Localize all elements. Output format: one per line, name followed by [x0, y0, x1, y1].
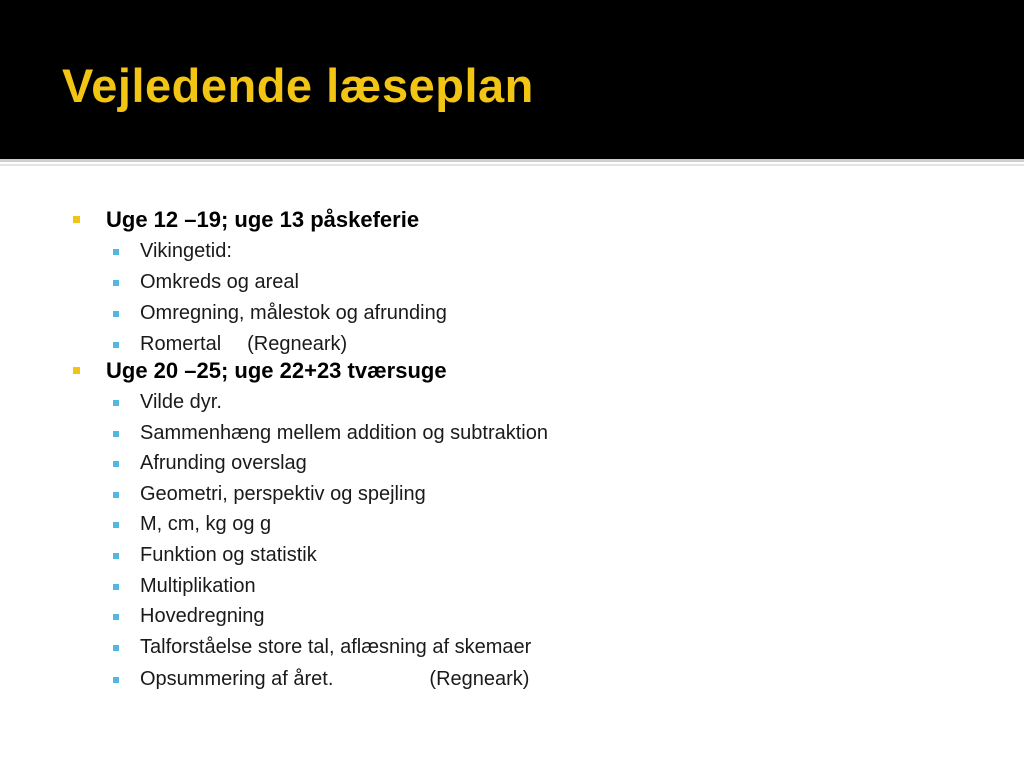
list-item: [140, 575, 256, 598]
square-bullet-icon: [113, 280, 119, 286]
square-bullet-icon: [113, 461, 119, 467]
square-bullet-icon: [113, 645, 119, 651]
list-item: [140, 240, 232, 263]
square-bullet-icon: [113, 342, 119, 348]
list-item: [140, 636, 531, 659]
list-item-text: Hovedregning: [140, 605, 265, 627]
list-item-text: Romertal: [140, 333, 222, 355]
list-item: [140, 333, 347, 356]
list-item: [140, 544, 317, 567]
list-item-text: Omkreds og areal: [140, 271, 299, 293]
square-bullet-icon: [113, 522, 119, 528]
list-item-text: Sammenhæng mellem addition og subtraktion: [140, 422, 548, 444]
list-item-text: Talforståelse store tal, aflæsning af skemaer: [140, 636, 532, 658]
list-item: [140, 302, 447, 325]
list-item-text: Opsummering af året.: [140, 668, 334, 690]
square-bullet-icon: [113, 431, 119, 437]
square-bullet-icon: [73, 216, 80, 223]
list-item-text: Vikingetid:: [140, 240, 232, 262]
square-bullet-icon: [73, 367, 80, 374]
list-item-text: Afrunding overslag: [140, 452, 307, 474]
list-item: [140, 513, 271, 536]
square-bullet-icon: [113, 614, 119, 620]
square-bullet-icon: [113, 677, 119, 683]
section-heading-text: Uge 12 –19; uge 13 påskeferie: [106, 207, 420, 232]
list-item: [140, 422, 548, 445]
list-item: [140, 668, 529, 691]
list-item-text: Vilde dyr.: [140, 391, 222, 413]
slide-title: Vejledende læseplan: [62, 59, 534, 112]
list-item: [140, 605, 265, 628]
list-item-text: Geometri, perspektiv og spejling: [140, 483, 426, 505]
square-bullet-icon: [113, 492, 119, 498]
list-item: [140, 391, 222, 414]
square-bullet-icon: [113, 584, 119, 590]
list-item: [140, 483, 426, 506]
square-bullet-icon: [113, 249, 119, 255]
list-item-note: (Regneark): [429, 668, 530, 690]
section-heading: [106, 207, 419, 233]
list-item-text: Multiplikation: [140, 575, 256, 597]
list-item-note: (Regneark): [247, 333, 348, 355]
square-bullet-icon: [113, 400, 119, 406]
square-bullet-icon: [113, 553, 119, 559]
list-item: [140, 271, 299, 294]
list-item-text: M, cm, kg og g: [140, 513, 272, 535]
list-item-text: Funktion og statistik: [140, 544, 317, 566]
square-bullet-icon: [113, 311, 119, 317]
list-item-text: Omregning, målestok og afrunding: [140, 302, 447, 324]
list-item: [140, 452, 307, 475]
section-heading-text: Uge 20 –25; uge 22+23 tværsuge: [106, 358, 447, 383]
section-heading: [106, 358, 447, 384]
